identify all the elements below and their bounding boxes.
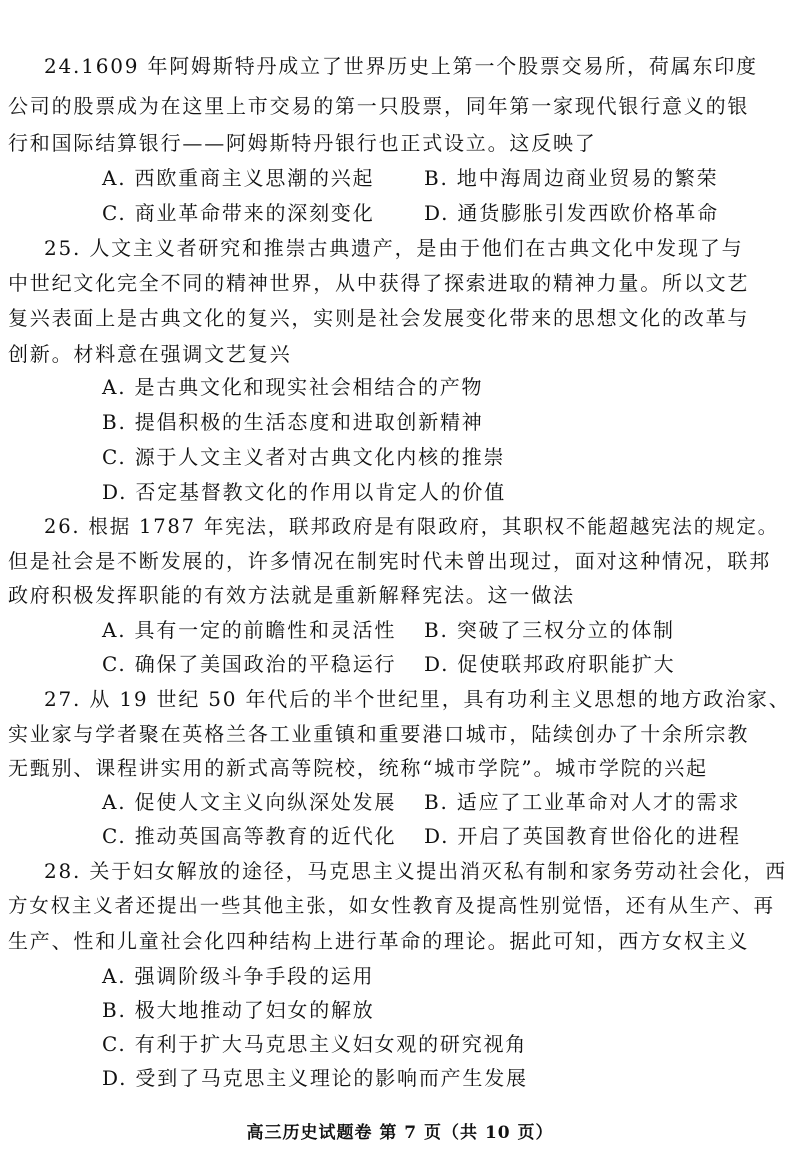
question-26-line-1: 26. 根据 1787 年宪法，联邦政府是有限政府，其职权不能超越宪法的规定。 — [44, 515, 779, 538]
question-24-option-a: A. 西欧重商主义思潮的兴起 — [102, 166, 375, 190]
question-25-line-2: 中世纪文化完全不同的精神世界，从中获得了探索进取的精神力量。所以文艺 — [8, 271, 750, 295]
question-27-option-b: B. 适应了工业革命对人才的需求 — [424, 790, 741, 814]
question-26-line-3: 政府积极发挥职能的有效方法就是重新解释宪法。这一做法 — [8, 583, 575, 607]
page-footer: 高三历史试题卷 第 7 页（共 10 页） — [246, 1123, 554, 1143]
question-24-option-c: C. 商业革命带来的深刻变化 — [102, 201, 375, 225]
question-28-option-d: D. 受到了马克思主义理论的影响而产生发展 — [102, 1066, 528, 1090]
question-26-option-d: D. 促使联邦政府职能扩大 — [424, 652, 676, 676]
question-28-option-b: B. 极大地推动了妇女的解放 — [102, 998, 375, 1022]
question-25-option-a: A. 是古典文化和现实社会相结合的产物 — [102, 375, 484, 399]
question-27-option-c: C. 推动英国高等教育的近代化 — [102, 824, 397, 848]
question-25-line-3: 复兴表面上是古典文化的复兴，实则是社会发展变化带来的思想文化的改革与 — [8, 306, 750, 330]
question-28-line-2: 方女权主义者还提出一些其他主张，如女性教育及提高性别觉悟，还有从生产、再 — [8, 894, 775, 917]
question-24-line-1: 24.1609 年阿姆斯特丹成立了世界历史上第一个股票交易所，荷属东印度 — [44, 54, 758, 78]
question-25-option-d: D. 否定基督教文化的作用以肯定人的价值 — [102, 480, 507, 504]
question-25-line-1: 25. 人文主义者研究和推崇古典遗产，是由于他们在古典文化中发现了与 — [44, 236, 744, 260]
question-24-line-3: 行和国际结算银行——阿姆斯特丹银行也正式设立。这反映了 — [8, 131, 597, 155]
question-24-option-d: D. 通货膨胀引发西欧价格革命 — [424, 201, 720, 225]
question-25-option-b: B. 提倡积极的生活态度和进取创新精神 — [102, 410, 484, 434]
question-28-line-1: 28. 关于妇女解放的途径，马克思主义提出消灭私有制和家务劳动社会化，西 — [44, 859, 787, 883]
question-27-line-3: 无甄别、课程讲实用的新式高等院校，统称“城市学院”。城市学院的兴起 — [8, 756, 708, 780]
question-24-line-2: 公司的股票成为在这里上市交易的第一只股票，同年第一家现代银行意义的银 — [8, 94, 750, 118]
question-26-option-c: C. 确保了美国政治的平稳运行 — [102, 652, 397, 676]
question-27-line-2: 实业家与学者聚在英格兰各工业重镇和重要港口城市，陆续创办了十余所宗教 — [8, 722, 750, 746]
question-26-option-a: A. 具有一定的前瞻性和灵活性 — [102, 618, 397, 642]
question-24-option-b: B. 地中海周边商业贸易的繁荣 — [424, 166, 719, 190]
question-27-option-a: A. 促使人文主义向纵深处发展 — [102, 790, 397, 814]
question-28-line-3: 生产、性和儿童社会化四种结构上进行革命的理论。据此可知，西方女权主义 — [8, 929, 750, 953]
question-27-option-d: D. 开启了英国教育世俗化的进程 — [424, 824, 741, 848]
question-28-option-a: A. 强调阶级斗争手段的运用 — [102, 964, 375, 988]
question-26-option-b: B. 突破了三权分立的体制 — [424, 618, 675, 642]
question-27-line-1: 27. 从 19 世纪 50 年代后的半个世纪里，具有功利主义思想的地方政治家、 — [44, 687, 791, 711]
question-25-line-4: 创新。材料意在强调文艺复兴 — [8, 342, 292, 366]
question-25-option-c: C. 源于人文主义者对古典文化内核的推崇 — [102, 445, 506, 469]
question-28-option-c: C. 有利于扩大马克思主义妇女观的研究视角 — [102, 1032, 528, 1056]
question-26-line-2: 但是社会是不断发展的，许多情况在制宪时代未曾出现过，面对这种情况，联邦 — [8, 549, 771, 573]
